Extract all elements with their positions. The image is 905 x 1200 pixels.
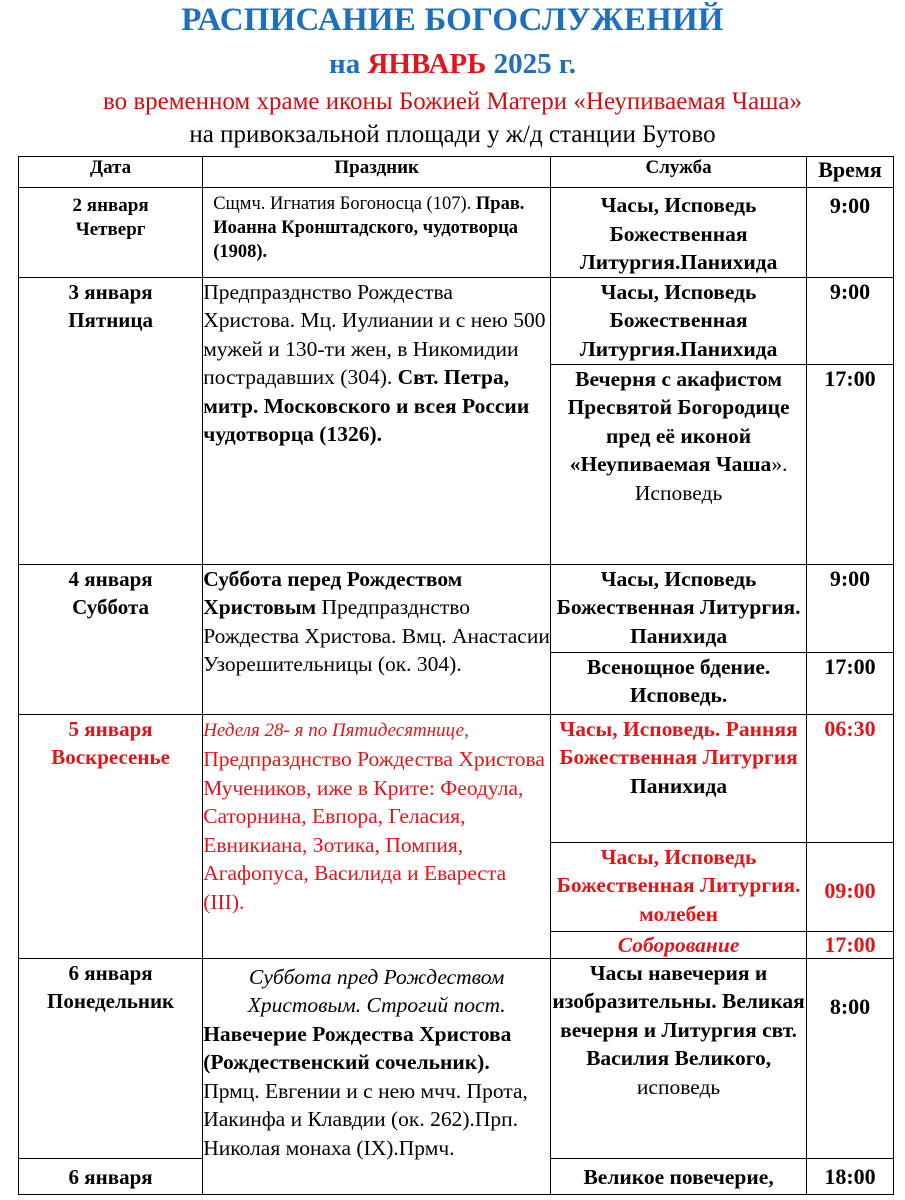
date-cell xyxy=(19,564,203,714)
feast-text-bold: Свт. Петра, митр. Московского и всея России чудотворца (1326). xyxy=(203,365,530,446)
date-weekday: Четверг xyxy=(75,219,146,240)
date-day: 4 января xyxy=(68,566,153,591)
feast-cell xyxy=(203,564,551,714)
time-cell: 9:00 xyxy=(807,188,894,278)
date-cell xyxy=(19,1158,203,1194)
subtitle-prefix: на xyxy=(329,48,361,80)
service-cell: Соборование xyxy=(551,931,807,958)
feast-text-italic: Суббота пред Рождеством Христовым. Строгий пост. xyxy=(247,964,506,1017)
date-day: 5 января xyxy=(68,716,153,741)
schedule-table xyxy=(18,156,894,1195)
time-cell: 17:00 xyxy=(807,652,894,714)
table-row xyxy=(19,714,894,842)
feast-text: Прмц. Евгении и с нею мчч. Прота, Иакинфа и Клавдии (ок. 262).Прп. Николая монаха (IX).Прмч. xyxy=(203,1078,528,1160)
date-cell xyxy=(19,188,203,278)
service-text: Панихида xyxy=(630,773,728,798)
table-row xyxy=(19,277,894,364)
feast-text: Предпразднство Рождества Христова Мучеников, иже в Крите: Феодула, Саторнина, Евпора, Геласия, Евникиана, Зотика, Помпия, Агафопуса, Василида и Евареста (III). xyxy=(203,747,545,914)
date-weekday: Воскресенье xyxy=(51,744,170,769)
column-header-date: Дата xyxy=(19,157,203,188)
feast-text-italic: Неделя 28- я по Пятидесятнице, xyxy=(203,719,469,741)
date-day: 2 января xyxy=(72,195,149,216)
service-text-bold: Вечерня с акафистом Пресвятой Богородице пред её иконой «Неупиваемая Чаша xyxy=(567,366,790,476)
service-text: исповедь xyxy=(636,1074,721,1099)
feast-text: Предпразднство Рождества Христова. Мц. Иулиании и с нею 500 мужей и 130-ти жен, в Никомидии пострадавших (304). xyxy=(203,279,546,389)
date-day: 3 января xyxy=(68,279,153,304)
column-header-service: Служба xyxy=(551,157,807,188)
column-header-time: Время xyxy=(807,157,894,188)
church-location: на привокзальной площади у ж/д станции Бутово xyxy=(189,121,716,148)
time-cell: 17:00 xyxy=(807,931,894,958)
service-cell: Всенощное бдение. Исповедь. xyxy=(551,652,807,714)
table-row xyxy=(19,564,894,652)
table-row xyxy=(19,188,894,278)
service-cell xyxy=(551,958,807,1158)
table-row xyxy=(19,958,894,1158)
service-cell: Великое повечерие, xyxy=(551,1158,807,1194)
time-cell: 18:00 xyxy=(807,1158,894,1194)
feast-cell xyxy=(203,714,551,958)
date-cell xyxy=(19,714,203,958)
service-cell: Часы, Исповедь Божественная Литургия. молебен xyxy=(551,842,807,931)
time-cell: 9:00 xyxy=(807,564,894,652)
church-name: во временном храме иконы Божией Матери «Неупиваемая Чаша» xyxy=(102,88,803,115)
date-cell xyxy=(19,958,203,1158)
subtitle-month: ЯНВАРЬ xyxy=(367,48,487,80)
service-cell: Часы, Исповедь Божественная Литургия.Панихида xyxy=(551,188,807,278)
time-cell: 8:00 xyxy=(807,958,894,1158)
feast-text-bold: Прав. Иоанна Кронштадского, чудотворца (1908). xyxy=(213,194,525,262)
service-text-bold: Часы навечерия и изобразительны. Великая вечерня и Литургия свт. Василия Великого, xyxy=(552,960,805,1070)
date-cell xyxy=(19,277,203,564)
feast-cell xyxy=(203,958,551,1194)
feast-text-bold: Суббота перед Рождеством Христовым xyxy=(203,566,463,619)
service-cell xyxy=(551,714,807,842)
date-day: 6 января xyxy=(68,1164,153,1189)
feast-text-bold: Навечерие Рождества Христова (Рождественский сочельник). xyxy=(203,1021,512,1074)
subtitle-year: 2025 г. xyxy=(493,48,576,80)
feast-text: Предпразднство Рождества Христова. Вмц. Анастасии Узорешительницы (ок. 304). xyxy=(203,595,550,676)
column-header-feast: Праздник xyxy=(203,157,551,188)
feast-text: Сщмч. Игнатия Богоносца (107). xyxy=(213,194,472,214)
service-cell: Часы, Исповедь Божественная Литургия. Панихида xyxy=(551,564,807,652)
time-cell: 09:00 xyxy=(807,842,894,931)
service-cell xyxy=(551,364,807,564)
page-subtitle xyxy=(0,48,905,81)
service-text-red: Часы, Исповедь. Ранняя Божественная Литургия xyxy=(559,716,798,769)
page-title: РАСПИСАНИЕ БОГОСЛУЖЕНИЙ xyxy=(181,2,724,38)
feast-cell xyxy=(203,277,551,564)
table-header-row xyxy=(19,157,894,188)
time-cell: 17:00 xyxy=(807,364,894,564)
time-cell: 06:30 xyxy=(807,714,894,842)
date-weekday: Понедельник xyxy=(47,988,175,1013)
service-text: ». Исповедь xyxy=(634,452,788,505)
date-weekday: Суббота xyxy=(72,594,150,619)
time-cell: 9:00 xyxy=(807,277,894,364)
date-day: 6 января xyxy=(68,960,153,985)
service-cell: Часы, Исповедь Божественная Литургия.Панихида xyxy=(551,277,807,364)
feast-cell xyxy=(203,188,551,278)
date-weekday: Пятница xyxy=(68,307,153,332)
